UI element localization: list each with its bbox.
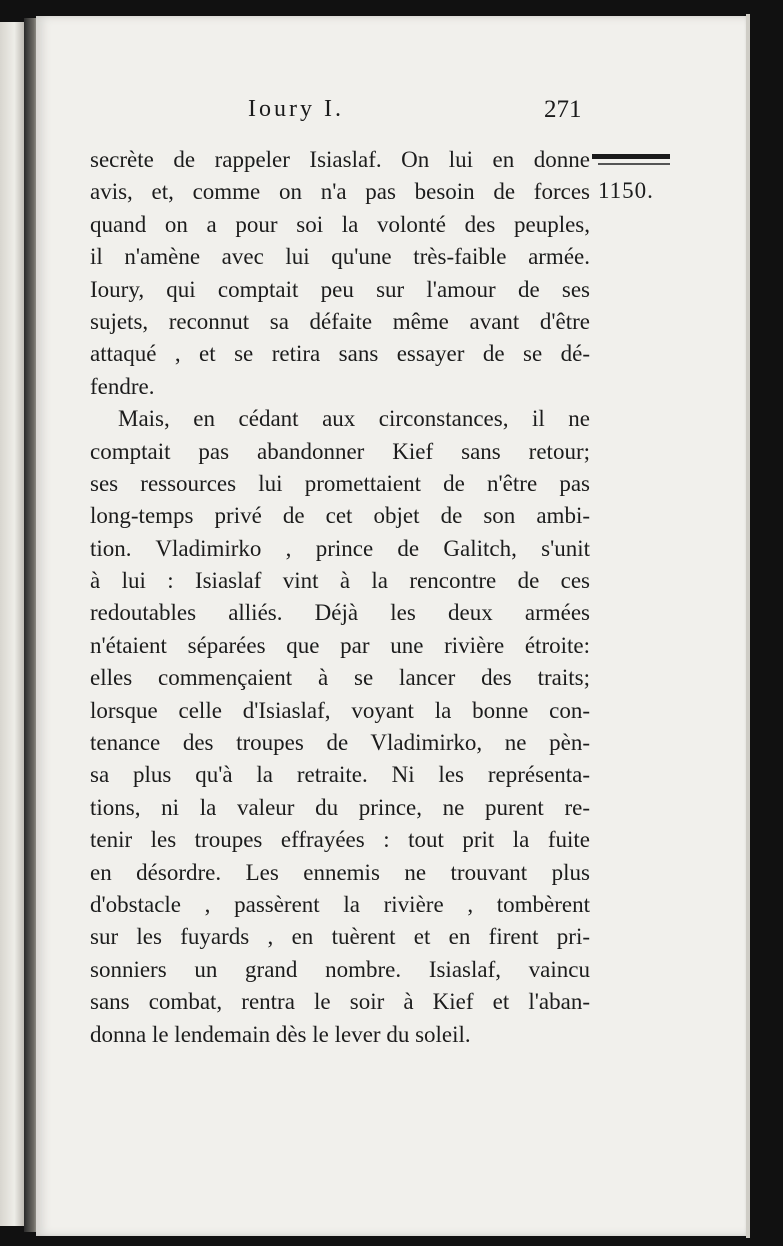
page-number: 271 [544,96,582,123]
text-line: sonniers un grand nombre. Isiaslaf, vaincu [90,956,590,982]
text-line: donna le lendemain dès le lever du soleil. [90,1021,471,1047]
text-line: comptait pas abandonner Kief sans retour; [90,438,590,464]
text-line: Mais, en cédant aux circonstances, il ne [118,406,590,432]
text-line: ses ressources lui promettaient de n'être pas [90,470,590,496]
text-line: sujets, reconnut sa défaite même avant d'être [90,308,590,334]
text-line: fendre. [90,373,155,399]
facing-page-edge [0,22,24,1226]
text-line: à lui : Isiaslaf vint à la rencontre de ces [90,568,590,594]
text-line: tenance des troupes de Vladimirko, ne pèn- [90,730,590,756]
text-line: avis, et, comme on n'a pas besoin de forces [90,179,590,205]
text-line: tenir les troupes effrayées : tout prit la fuite [90,827,590,853]
margin-year-note: 1150. [598,178,654,203]
text-line: lorsque celle d'Isiaslaf, voyant la bonne con- [90,697,590,723]
text-line: elles commençaient à se lancer des traits; [90,665,590,691]
text-line: quand on a pour soi la volonté des peuples, [90,211,590,237]
text-line: tions, ni la valeur du prince, ne purent re- [90,794,590,820]
text-line: long-temps privé de cet objet de son ambi- [90,503,590,529]
text-line: sa plus qu'à la retraite. Ni les représenta- [90,762,590,788]
paragraph-1 [90,144,590,403]
running-title: Ioury I. [248,96,344,122]
text-line: tion. Vladimirko , prince de Galitch, s'unit [90,535,590,561]
margin-rule-thin [598,163,670,165]
text-line: sur les fuyards , en tuèrent et en firent pri- [90,924,590,950]
text-line: redoutables alliés. Déjà les deux armées [90,600,590,626]
text-line: Ioury, qui comptait peu sur l'amour de ses [90,276,590,302]
text-line: sans combat, rentra le soir à Kief et l'aban- [90,989,590,1015]
text-line: d'obstacle , passèrent la rivière , tombèrent [90,891,590,917]
text-line: en désordre. Les ennemis ne trouvant plus [90,859,590,885]
paragraph-2 [90,403,590,1051]
text-line: n'étaient séparées que par une rivière étroite: [90,632,590,658]
page-edge [746,14,750,1238]
text-line: secrète de rappeler Isiaslaf. On lui en donne [90,147,590,172]
margin-rule [592,154,670,159]
text-line: il n'amène avec lui qu'une très-faible armée. [90,244,590,270]
body-text [90,144,590,1051]
text-line: attaqué , et se retira sans essayer de se dé- [90,341,590,367]
